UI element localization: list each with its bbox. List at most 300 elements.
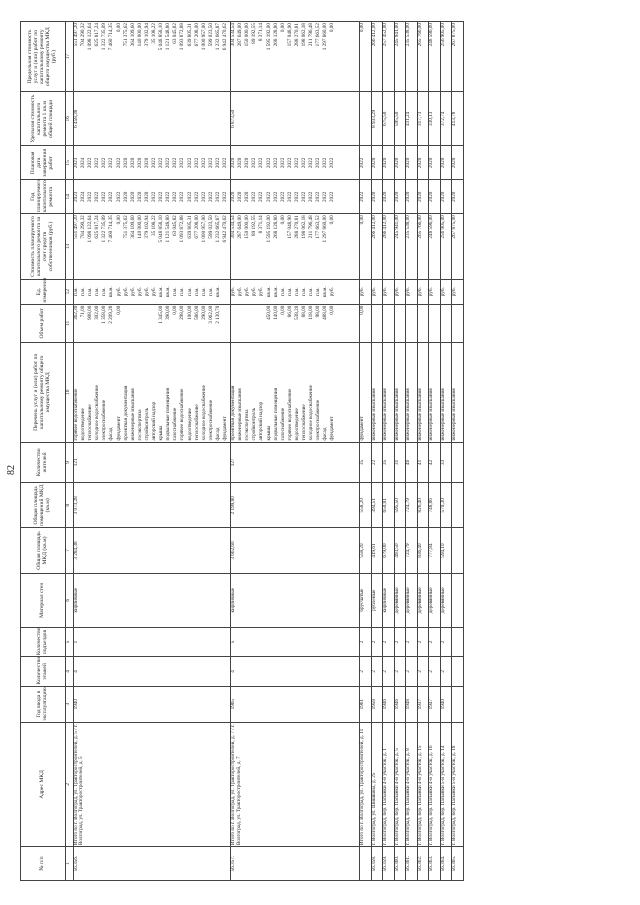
- list-line: [231, 306, 238, 341]
- list-line: 140 000,00: [136, 23, 143, 47]
- list-line: 1 093 872,88: [179, 23, 186, 51]
- column-number: 3: [66, 686, 74, 722]
- table-cell: 267 875,00: [452, 214, 464, 280]
- list-line: 2020: [129, 157, 136, 169]
- list-line: 2022: [293, 157, 300, 169]
- column-number: 14: [66, 180, 74, 214]
- table-cell: 2022: [360, 180, 372, 214]
- column-number: 10: [66, 343, 74, 442]
- list-line: 302,00: [94, 305, 101, 320]
- list-line: 2022: [87, 191, 94, 202]
- list-line: 0,00: [329, 305, 336, 315]
- list-line: 2022: [251, 157, 258, 169]
- list-line: 150 000,00: [244, 23, 251, 47]
- table-cell-list: [231, 214, 360, 280]
- list-line: руб.: [258, 287, 265, 297]
- list-line: п.м.: [87, 287, 94, 297]
- list-line: 450,00: [265, 305, 272, 320]
- table-cell: Итого по г. Волгоград, ул. Тракторостроителей, д. 7 / г. Волгоград, ул. Тракторостроителей, д. 7: [231, 722, 360, 846]
- list-line: [252, 306, 259, 341]
- table-cell-list: [74, 279, 231, 304]
- table-cell: руб.: [429, 279, 441, 304]
- list-line: 364 109,60: [129, 23, 136, 47]
- list-line: 2022: [258, 157, 265, 169]
- table-cell: 2020: [394, 146, 406, 180]
- table-cell: г. Волгоград, пер. Пасынки 4-й участок, д. 1: [383, 722, 395, 846]
- table-cell: инженерные изыскания: [383, 343, 395, 442]
- list-line: авторский надзор: [151, 401, 158, 441]
- list-line: 2022: [101, 157, 108, 169]
- table-cell: 724,79: [406, 483, 418, 528]
- list-line: 2022: [322, 191, 329, 202]
- list-line: 639 805,31: [186, 23, 193, 47]
- list-line: 2022: [308, 157, 315, 169]
- table-cell: г. Волгоград, пер. Пасынки 4-й участок, д. 8: [406, 722, 418, 846]
- table-cell: инженерные изыскания: [452, 343, 464, 442]
- list-line: 2022: [94, 157, 101, 169]
- table-cell: 2020: [429, 146, 441, 180]
- list-line: руб.: [251, 287, 258, 297]
- table-cell: 46: [406, 442, 418, 483]
- table-cell: 56.357.: [231, 847, 360, 881]
- column-number: 13: [66, 214, 74, 280]
- table-row: [452, 22, 464, 881]
- table-cell: инженерные изыскания: [394, 343, 406, 442]
- header-cell: № п/п: [21, 847, 66, 881]
- list-line: проектная документация: [122, 385, 129, 441]
- list-line: 35 108,22: [151, 215, 158, 236]
- table-cell: г. Волгоград, ул. Шишкина, д. 25: [371, 722, 383, 846]
- table-cell: [394, 304, 406, 342]
- list-line: 0,00: [279, 215, 286, 225]
- list-line: горячее водоснабжение: [179, 388, 186, 441]
- table-cell-list: [231, 22, 360, 92]
- table-cell: инженерные изыскания: [429, 343, 441, 442]
- list-line: водоотведение: [186, 408, 193, 441]
- list-line: 2022: [214, 191, 221, 202]
- table-cell: 256 905,00: [440, 214, 452, 280]
- table-cell: 413,78: [452, 92, 464, 146]
- header-cell: Год планируемого капитального ремонта: [21, 180, 66, 214]
- list-line: 89 192,55: [251, 215, 258, 236]
- list-line: 751 375,62: [122, 23, 129, 47]
- list-line: 2020: [143, 191, 150, 202]
- table-cell: [452, 304, 464, 342]
- table-cell: 56.360.: [394, 847, 406, 881]
- list-line: 2022: [207, 191, 214, 202]
- list-line: кв.м.: [214, 286, 221, 298]
- list-line: фасад: [214, 427, 221, 441]
- table-cell: 2020: [406, 146, 418, 180]
- table-cell: 31: [394, 442, 406, 483]
- list-line: п.м.: [293, 287, 300, 297]
- list-line: 2022: [158, 157, 165, 169]
- list-line: 2022: [186, 191, 193, 202]
- list-line: п.м.: [101, 287, 108, 297]
- table-cell-list: [74, 146, 231, 180]
- list-line: 287 649,00: [237, 215, 244, 239]
- list-line: 2022: [301, 191, 307, 202]
- list-line: 908,00: [87, 305, 94, 320]
- table-cell: 2: [360, 657, 372, 686]
- table-cell-list: [231, 146, 360, 180]
- list-line: 2022: [322, 157, 329, 169]
- table-cell: 2020: [440, 146, 452, 180]
- table-cell: 0,00: [360, 304, 372, 342]
- table-row: [371, 22, 383, 881]
- table-cell: 235 538,00: [406, 214, 418, 280]
- column-number: 9: [66, 442, 74, 483]
- table-cell: 22: [371, 442, 383, 483]
- list-line: 677 208,00: [193, 23, 200, 47]
- list-line: 599 023,50: [207, 23, 214, 47]
- header-cell: Предельная стоимость услуг и (или) работ по капитальному ремонту общего имущества МКД (руб.): [21, 22, 66, 92]
- table-cell: 1947: [429, 686, 441, 722]
- table-cell: 56.361.: [406, 847, 418, 881]
- table-cell: 330,13: [429, 92, 441, 146]
- list-line: п.м.: [172, 287, 179, 297]
- column-number: 7: [66, 528, 74, 573]
- header-cell: Общая площадь МКД (кв.м): [21, 528, 66, 573]
- list-line: газоснабжение: [279, 407, 286, 441]
- table-cell: 650,81: [383, 483, 395, 528]
- list-line: 2022: [165, 157, 172, 169]
- list-line: п.м.: [73, 287, 79, 297]
- list-line: 488,00: [322, 305, 329, 320]
- list-line: 2022: [251, 191, 258, 202]
- list-line: 1 595 192,00: [265, 215, 272, 243]
- list-line: 2 209,28: [108, 305, 115, 324]
- list-line: руб.: [230, 287, 237, 297]
- list-line: госэкспертиза: [244, 409, 251, 441]
- list-line: 2023: [73, 157, 79, 169]
- list-line: 625 817,24: [94, 215, 101, 239]
- table-cell: 2: [383, 657, 395, 686]
- table-cell: 6 873,50: [231, 92, 360, 146]
- list-line: газоснабжение: [172, 407, 179, 441]
- table-cell: [452, 483, 464, 528]
- list-line: п.м.: [193, 287, 200, 297]
- table-cell: [360, 92, 372, 146]
- table-cell: 558,20: [360, 483, 372, 528]
- table-cell-list: [231, 304, 360, 342]
- header-cell: Адрес МКД: [21, 722, 66, 846]
- list-line: теплоснабжение: [87, 404, 94, 441]
- table-cell: 266 412,00: [371, 214, 383, 280]
- list-line: [238, 306, 245, 341]
- table-cell: 35: [383, 442, 395, 483]
- list-line: 2022: [115, 191, 122, 202]
- list-line: [131, 306, 138, 341]
- list-line: кв.м.: [158, 286, 165, 298]
- list-line: 2022: [214, 157, 221, 169]
- table-cell: 2020: [383, 180, 395, 214]
- column-number: 8: [66, 483, 74, 528]
- list-line: 177 663,52: [315, 23, 322, 47]
- list-line: 2022: [158, 191, 165, 202]
- header-cell: Общая площадь помещений МКД (кв.м): [21, 483, 66, 528]
- table-cell: 2: [429, 657, 441, 686]
- table-cell: 724,79: [406, 528, 418, 573]
- table-row: [417, 22, 429, 881]
- list-line: 538,20: [293, 305, 300, 320]
- list-line: 177 663,52: [315, 215, 322, 239]
- table-cell: 2020: [440, 180, 452, 214]
- list-line: 5 048 858,10: [158, 215, 165, 243]
- table-cell: [452, 627, 464, 656]
- list-line: п.м.: [179, 287, 186, 297]
- list-line: 88,00: [301, 305, 307, 318]
- header-cell: Год ввода в эксплуатацию: [21, 686, 66, 722]
- table-cell: 394,51: [371, 483, 383, 528]
- list-line: 2022: [272, 157, 279, 169]
- table-cell: [406, 304, 418, 342]
- list-line: п.м.: [315, 287, 322, 297]
- list-line: 100,00: [186, 305, 193, 320]
- list-line: холодное водоснабжение: [94, 385, 101, 441]
- list-line: руб.: [122, 287, 129, 297]
- list-line: 150 000,00: [244, 215, 251, 239]
- list-line: проектная документация: [230, 385, 237, 441]
- list-line: 2020: [237, 157, 244, 169]
- table-cell: 245 941,00: [394, 22, 406, 92]
- list-line: 2022: [315, 157, 322, 169]
- list-line: 304 534,54: [230, 215, 237, 239]
- table-cell: 2020: [417, 180, 429, 214]
- list-line: п.м.: [301, 287, 307, 297]
- table-row: [429, 22, 441, 881]
- list-line: 5 048 858,10: [158, 23, 165, 51]
- list-line: авторский надзор: [258, 401, 265, 441]
- table-cell: 235 538,00: [406, 22, 418, 92]
- table-cell-list: [231, 180, 360, 214]
- table-cell: 3 284,38: [74, 528, 231, 573]
- table-cell: 411,24: [406, 92, 418, 146]
- table-row: [74, 22, 231, 881]
- list-line: 211 796,48: [308, 23, 315, 47]
- table-cell: 2: [417, 627, 429, 656]
- list-line: 2020: [244, 191, 251, 202]
- list-line: 704 290,32: [80, 23, 87, 47]
- table-cell: [417, 304, 429, 342]
- list-line: горячее водоснабжение: [286, 388, 293, 441]
- table-cell: 266 412,00: [383, 214, 395, 280]
- header-row: [21, 22, 66, 881]
- table-cell: 56.356.: [74, 847, 231, 881]
- list-line: электроснабжение: [207, 399, 214, 441]
- list-line: 751 375,62: [122, 215, 129, 239]
- table-cell: инженерные изыскания: [417, 343, 429, 442]
- list-line: 2020: [129, 191, 136, 202]
- table-row: [360, 22, 372, 881]
- table-cell: 836,40: [417, 528, 429, 573]
- list-line: 71,00: [80, 305, 87, 318]
- table-cell: брусчатые: [360, 573, 372, 627]
- list-line: холодное водоснабжение: [200, 385, 207, 441]
- table-cell: 3 073,28: [74, 483, 231, 528]
- list-line: холодное водоснабжение: [308, 385, 315, 441]
- list-line: 1 595 192,00: [265, 23, 272, 51]
- list-line: 2022: [258, 191, 265, 202]
- list-line: руб.: [237, 287, 244, 297]
- table-cell: 56.365.: [452, 847, 464, 881]
- table-cell: 1946: [394, 686, 406, 722]
- column-number: 4: [66, 657, 74, 686]
- list-line: 35 108,22: [151, 23, 158, 44]
- table-cell: 1946: [383, 686, 395, 722]
- list-line: 2022: [265, 191, 272, 202]
- table-cell: 56.363.: [429, 847, 441, 881]
- list-line: 2024: [80, 191, 87, 202]
- table-cell: руб.: [452, 279, 464, 304]
- table-cell: 2020: [452, 180, 464, 214]
- list-line: стройконтроль: [143, 407, 150, 441]
- list-line: 268 128,80: [272, 215, 279, 239]
- list-line: 599 023,50: [207, 215, 214, 239]
- table-cell: инженерные изыскания: [440, 343, 452, 442]
- list-line: 2020: [122, 157, 129, 169]
- header-cell: Количество жителей: [21, 442, 66, 483]
- list-line: 1 000 957,00: [200, 215, 207, 243]
- table-cell: 2020: [406, 180, 418, 214]
- list-line: госэкспертиза: [136, 409, 143, 441]
- list-line: руб.: [129, 287, 136, 297]
- list-line: 0,00: [279, 23, 286, 33]
- table-cell: 0,00: [360, 22, 372, 92]
- list-line: 2022: [165, 191, 172, 202]
- list-line: 63 045,82: [172, 23, 179, 44]
- list-line: 2022: [151, 157, 158, 169]
- table-cell-list: [74, 304, 231, 342]
- list-line: п.м.: [286, 287, 293, 297]
- table-cell: инженерные изыскания: [406, 343, 418, 442]
- list-line: подвальные помещения: [165, 388, 172, 441]
- list-line: п.м.: [207, 287, 214, 297]
- list-line: фасад: [108, 427, 115, 441]
- table-cell: инженерные изыскания: [371, 343, 383, 442]
- list-line: 288 270,81: [293, 215, 300, 239]
- table-cell: [452, 528, 464, 573]
- list-line: 290,00: [200, 305, 207, 320]
- list-line: [223, 281, 230, 303]
- table-cell-list: [74, 22, 231, 92]
- list-line: 2022: [115, 157, 122, 169]
- list-line: 0,00: [172, 305, 179, 315]
- table-cell: 265 766,00: [417, 214, 429, 280]
- list-line: 2020: [122, 191, 129, 202]
- table-cell-list: [74, 343, 231, 442]
- list-line: 2022: [151, 191, 158, 202]
- list-line: 0,00: [115, 23, 122, 33]
- list-line: кв.м.: [108, 286, 115, 298]
- table-cell: 1948: [406, 686, 418, 722]
- column-number: 15: [66, 146, 74, 180]
- table-row: [231, 22, 360, 881]
- table-cell: 3 662,60: [231, 528, 360, 573]
- list-line: 63 045,82: [172, 215, 179, 236]
- list-line: 1 000 957,00: [200, 23, 207, 51]
- table-cell: Итого по г. Волгоград, ул. Тракторостроителей, д. 11: [360, 722, 372, 846]
- list-line: 625 817,24: [94, 23, 101, 47]
- column-number: 1: [66, 847, 74, 881]
- list-line: инженерные изыскания: [129, 388, 136, 441]
- list-line: 98,00: [315, 305, 322, 318]
- list-line: п.м.: [80, 287, 87, 297]
- table-cell: 2: [371, 657, 383, 686]
- list-line: руб.: [151, 287, 158, 297]
- list-line: крыша: [158, 425, 165, 441]
- list-line: 86,00: [286, 305, 293, 318]
- table-cell: 372,74: [440, 92, 452, 146]
- column-number: 2: [66, 722, 74, 846]
- table-cell: 8 933,29: [371, 92, 383, 146]
- header-cell: Ед. измерения: [21, 279, 66, 304]
- table-cell: г. Волгоград, пер. Пасынки 5-й участок, д. 18: [452, 722, 464, 846]
- table-cell: г. Волгоград, пер. Пасынки 4-й участок, д. 5: [394, 722, 406, 846]
- list-line: [223, 306, 230, 341]
- list-line: 304 534,54: [230, 23, 237, 47]
- table-cell: 56.358.: [371, 847, 383, 881]
- list-line: 2022: [186, 157, 193, 169]
- table-cell: [383, 304, 395, 342]
- table-cell: 2: [394, 627, 406, 656]
- table-cell: 675,50: [383, 92, 395, 146]
- list-line: 2022: [286, 191, 293, 202]
- list-line: 1 322 735,09: [101, 215, 108, 243]
- header-cell: Перечень услуг и (или) работ по капитальному ремонту общего имущества МКД: [21, 343, 66, 442]
- list-line: крыша: [265, 425, 272, 441]
- list-line: 2022: [265, 157, 272, 169]
- list-line: кв.м.: [165, 286, 172, 298]
- table-cell: 570,30: [440, 483, 452, 528]
- list-line: 677 208,00: [193, 215, 200, 239]
- table-cell: кирпичные: [231, 573, 360, 627]
- table-cell: г. Волгоград, пер. Пасынки 5-й участок, д. 14: [440, 722, 452, 846]
- list-line: 2022: [200, 191, 207, 202]
- list-line: 2022: [193, 191, 200, 202]
- table-cell: деревянные: [429, 573, 441, 627]
- list-line: 2 130,70: [214, 305, 221, 324]
- list-line: 2022: [200, 157, 207, 169]
- header-cell: Стоимость планируемого капитального ремонта за счет средств собственников (руб.): [21, 214, 66, 280]
- table-cell: 2: [371, 627, 383, 656]
- list-line: 2022: [179, 157, 186, 169]
- table-cell: [429, 304, 441, 342]
- list-line: 2022: [286, 157, 293, 169]
- header-cell: Удельная стоимость капитального ремонта 1 кв.м общей площади: [21, 92, 66, 146]
- table-cell: 2020: [429, 180, 441, 214]
- table-cell: 265 766,00: [417, 22, 429, 92]
- list-line: 1 121 548,80: [165, 215, 172, 243]
- list-line: электроснабжение: [315, 399, 322, 441]
- table-cell: [440, 304, 452, 342]
- list-line: руб.: [115, 287, 122, 297]
- table-cell: 2: [360, 627, 372, 656]
- list-line: 287 649,00: [237, 23, 244, 47]
- table-cell: 257 452,00: [383, 22, 395, 92]
- table-cell: 41: [417, 442, 429, 483]
- list-line: 2023: [73, 191, 79, 202]
- list-line: 89 192,55: [251, 23, 258, 44]
- list-line: 8 371,14: [258, 23, 265, 42]
- table-cell: 2: [406, 627, 418, 656]
- table-cell: 2022: [360, 146, 372, 180]
- list-line: 2022: [329, 157, 336, 169]
- column-number: 16: [66, 92, 74, 146]
- list-line: 2022: [172, 191, 179, 202]
- list-line: 2020: [237, 191, 244, 202]
- column-number: 5: [66, 627, 74, 656]
